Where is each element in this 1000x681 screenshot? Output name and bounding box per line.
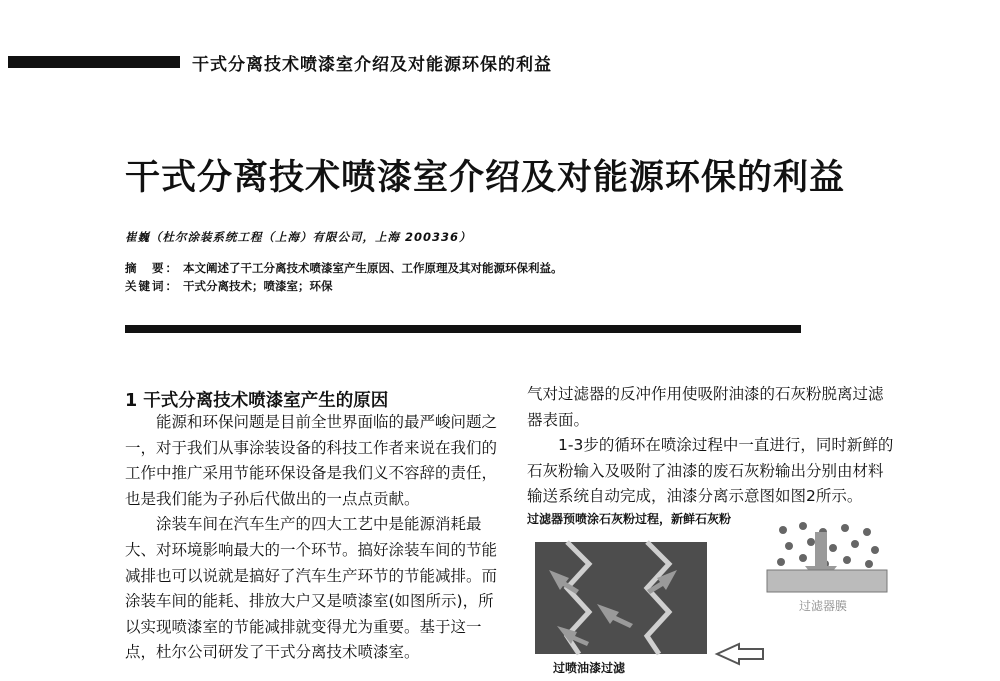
inflow-arrow-icon <box>717 644 763 664</box>
dot <box>799 554 807 562</box>
section-heading: 1 干式分离技术喷漆室产生的原因 <box>125 391 389 411</box>
abstract-text: 本文阐述了干工分离技术喷漆室产生原因、工作原理及其对能源环保利益。 <box>183 261 563 275</box>
dot <box>851 540 859 548</box>
section-divider <box>125 325 801 333</box>
dot <box>863 528 871 536</box>
right-column <box>527 382 897 510</box>
left-column <box>125 410 497 666</box>
dot <box>807 538 815 546</box>
abstract-label: 摘 要： <box>125 261 179 275</box>
paragraph: 1-3步的循环在喷涂过程中一直进行，同时新鲜的石灰粉输入及吸附了油漆的废石灰粉输出分别由材料输送系统自动完成，油漆分离示意图如图2所示。 <box>527 436 894 506</box>
keywords-line <box>125 278 333 294</box>
dot <box>871 546 879 554</box>
paragraph: 涂装车间在汽车生产的四大工艺中是能源消耗最大、对环境影响最大的一个环节。搞好涂装车间的节能减排也可以说就是搞好了汽车生产环节的节能减排。而涂装车间的能耗、排放大户又是喷漆室(如图所示)，所以实现喷漆室的节能减排就变得尤为重要。基于这一点，杜尔公司研发了干式分离技术喷漆室。 <box>125 515 498 662</box>
abstract-line <box>125 260 563 276</box>
dot <box>799 522 807 530</box>
lime-powder-dots <box>777 522 879 568</box>
running-title: 干式分离技术喷漆室介绍及对能源环保的利益 <box>192 55 552 75</box>
paragraph: 能源和环保问题是目前全世界面临的最严峻问题之一，对于我们从事涂装设备的科技工作者来说在我们的工作中推广采用节能环保设备是我们义不容辞的责任，也是我们能为子孙后代做出的一点点贡献。 <box>125 413 498 508</box>
membrane-label: 过滤器膜 <box>799 599 848 613</box>
dot <box>865 560 873 568</box>
dot <box>777 558 785 566</box>
dot <box>843 556 851 564</box>
keywords-text: 干式分离技术；喷漆室；环保 <box>183 279 333 293</box>
keywords-label: 关键词： <box>125 279 179 293</box>
dot <box>785 542 793 550</box>
figure-caption-top: 过滤器预喷涂石灰粉过程，新鲜石灰粉 <box>527 512 732 526</box>
paragraph: 气对过滤器的反冲作用使吸附油漆的石灰粉脱离过滤器表面。 <box>527 385 884 429</box>
membrane-layer <box>767 570 887 592</box>
filter-panel <box>535 542 707 654</box>
filter-diagram <box>527 508 897 677</box>
header-rule <box>8 56 180 68</box>
figure-2 <box>527 508 897 677</box>
figure-caption-bottom: 过喷油漆过滤 <box>553 661 626 675</box>
dot <box>829 544 837 552</box>
dot <box>779 526 787 534</box>
dot <box>841 524 849 532</box>
article-title: 干式分离技术喷漆室介绍及对能源环保的利益 <box>125 158 846 198</box>
author-line: 崔巍（杜尔涂装系统工程（上海）有限公司，上海 200336） <box>125 230 472 244</box>
